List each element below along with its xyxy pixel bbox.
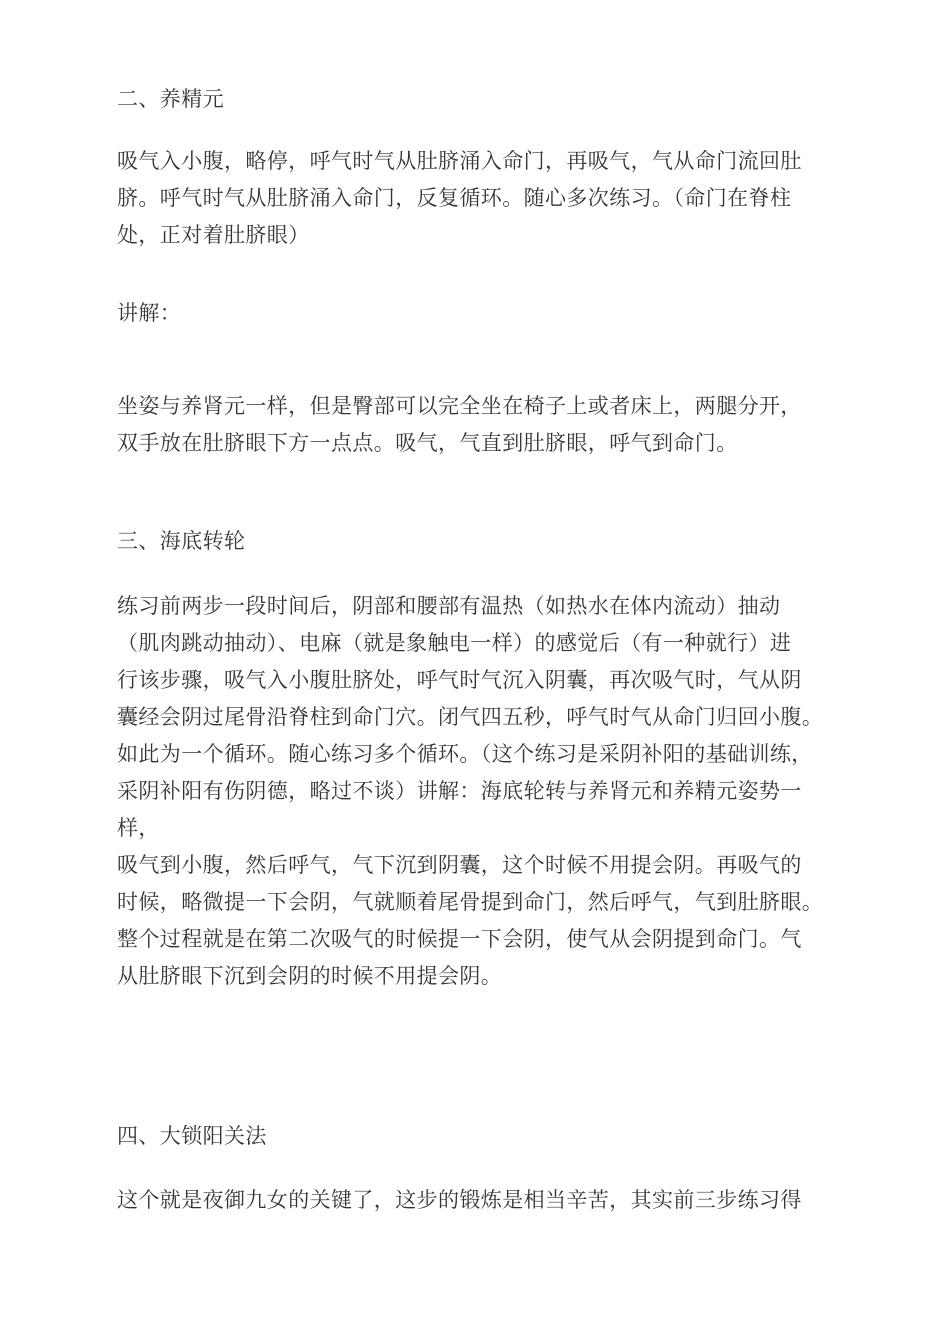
text-line: 囊经会阴过尾骨沿脊柱到命门穴。闭气四五秒，呼气时气从命门归回小腹。 bbox=[117, 705, 824, 729]
text-line: 整个过程就是在第二次吸气的时候提一下会阴，使气从会阴提到命门。气 bbox=[117, 927, 802, 951]
text-line: 脐。呼气时气从肚脐涌入命门，反复循环。随心多次练习。（命门在脊柱 bbox=[117, 186, 792, 210]
text-line: 这个就是夜御九女的关键了，这步的锻炼是相当辛苦，其实前三步练习得 bbox=[117, 1188, 802, 1212]
section-heading-dasuoyangguan: 四、大锁阳关法 bbox=[117, 1124, 267, 1148]
text-line: 采阴补阳有伤阴德，略过不谈）讲解：海底轮转与养肾元和养精元姿势一 bbox=[117, 779, 802, 803]
text-line: 如此为一个循环。随心练习多个循环。（这个练习是采阴补阳的基础训练， bbox=[117, 742, 813, 766]
text-line: 样， bbox=[117, 816, 160, 840]
text-line: 双手放在肚脐眼下方一点点。吸气，气直到肚脐眼，呼气到命门。 bbox=[117, 431, 738, 455]
section-paragraph bbox=[117, 1182, 877, 1219]
section-paragraph bbox=[117, 388, 877, 462]
section-heading-yangjingyuan: 二、养精元 bbox=[117, 87, 224, 111]
text-line: 行该步骤，吸气入小腹肚脐处，呼气时气沉入阴囊，再次吸气时，气从阴 bbox=[117, 668, 802, 692]
text-line: 坐姿与养肾元一样，但是臀部可以完全坐在椅子上或者床上，两腿分开， bbox=[117, 394, 802, 418]
section-paragraph bbox=[117, 143, 877, 254]
text-line: 吸气到小腹，然后呼气，气下沉到阴囊，这个时候不用提会阴。再吸气的 bbox=[117, 853, 802, 877]
section-paragraph bbox=[117, 588, 877, 995]
explain-label: 讲解： bbox=[117, 301, 182, 325]
text-line: 练习前两步一段时间后，阴部和腰部有温热（如热水在体内流动）抽动 bbox=[117, 594, 781, 618]
text-line: 从肚脐眼下沉到会阴的时候不用提会阴。 bbox=[117, 964, 503, 988]
section-heading-haiditurnwheel: 三、海底转轮 bbox=[117, 529, 246, 553]
text-line: （肌肉跳动抽动）、电麻（就是象触电一样）的感觉后（有一种就行）进 bbox=[117, 631, 792, 655]
text-line: 处，正对着肚脐眼） bbox=[117, 223, 310, 247]
text-line: 吸气入小腹，略停，呼气时气从肚脐涌入命门，再吸气，气从命门流回肚 bbox=[117, 149, 802, 173]
text-line: 时候，略微提一下会阴，气就顺着尾骨提到命门，然后呼气，气到肚脐眼。 bbox=[117, 890, 824, 914]
